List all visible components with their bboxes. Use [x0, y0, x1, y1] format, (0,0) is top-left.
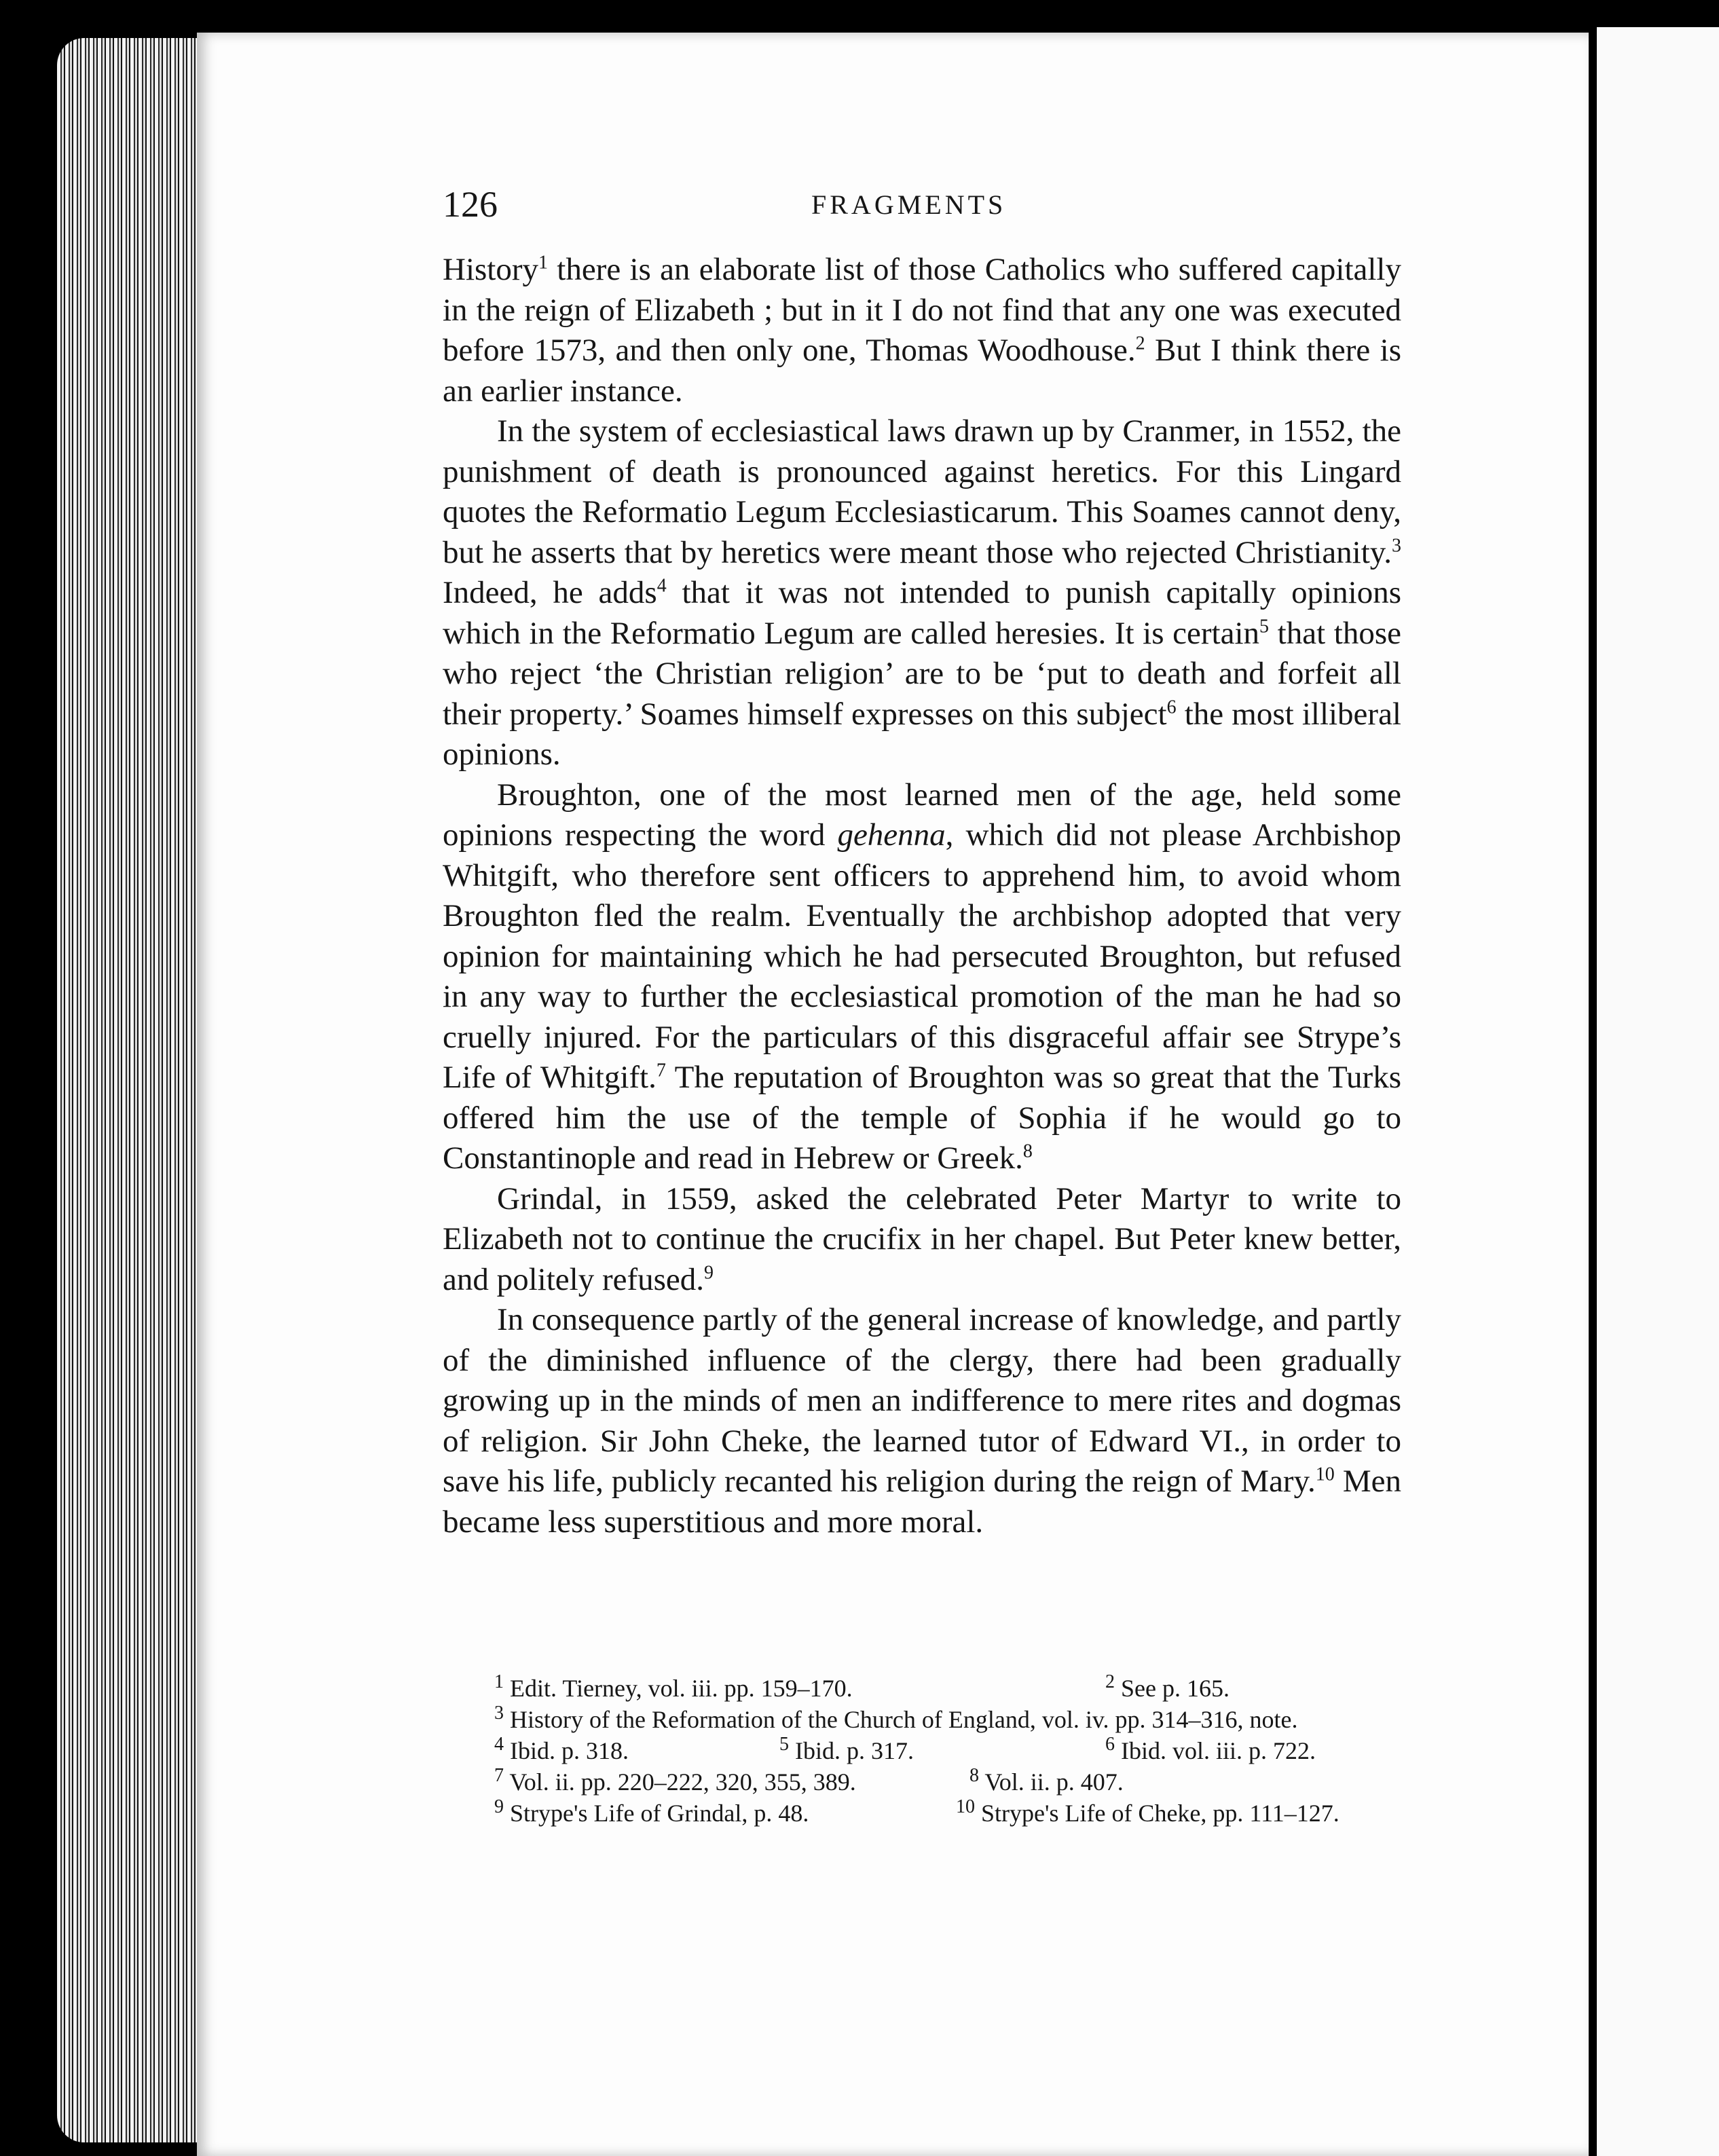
footnote-2: $^2$ See p. 165.: [1105, 1671, 1230, 1702]
footnote-row: [454, 1798, 1412, 1829]
footnote-4: $^4$ Ibid. p. 318.: [494, 1734, 629, 1764]
book-page-edges: [57, 38, 200, 2142]
footnotes: [454, 1673, 1412, 1829]
footnote-10: $^{10}$ Strype's Life of Cheke, pp. 111–127.: [956, 1796, 1339, 1827]
footnote-1: $^1$ Edit. Tierney, vol. iii. pp. 159–170.: [494, 1671, 853, 1702]
facing-page-edge: [1597, 27, 1719, 2156]
footnote-5: $^5$ Ibid. p. 317.: [779, 1734, 914, 1764]
body-text: [443, 250, 1401, 1542]
footnote-9: $^9$ Strype's Life of Grindal, p. 48.: [494, 1796, 809, 1827]
page-gutter: [1589, 0, 1597, 2156]
paragraph: Grindal, in 1559, asked the celebrated Peter Martyr to write to Elizabeth not to continue the crucifix in her chapel. But Peter knew better, and politely refused.$^9$: [443, 1181, 1401, 1297]
paragraph: History$^1$ there is an elaborate list of those Catholics who suffered capitally in the reign of Elizabeth ; but in it I do not find that any one was executed before 1573, and then only one, Thomas Woodhouse.$^2$ But I think there is an earlier instance.: [443, 252, 1401, 409]
footnote-3: $^3$ History of the Reformation of the Church of England, vol. iv. pp. 314–316, note.: [494, 1703, 1298, 1733]
page-number: 126: [443, 184, 498, 225]
paragraph: In the system of ecclesiastical laws drawn up by Cranmer, in 1552, the punishment of death is pronounced against heretics. For this Lingard quotes the Reformatio Legum Ecclesiasticarum. This Soames cannot deny, but he asserts that by heretics were meant those who rejected Christianity.$^3$ Indeed, he adds$^4$ that it was not intended to punish capitally opinions which in the Reformatio Legum are called heresies. It is certain$^5$ that those who reject ‘the Christian religion’ are to be ‘put to death and forfeit all their property.’ Soames himself expresses on this subject$^6$ the most illiberal opinions.: [443, 413, 1401, 772]
paragraph: In consequence partly of the general increase of knowledge, and partly of the diminished influence of the clergy, there had been gradually growing up in the minds of men an indifference to mere rites and dogmas of religion. Sir John Cheke, the learned tutor of Edward VI., in order to save his life, publicly recanted his religion during the reign of Mary.$^{10}$ Men became less superstitious and more moral.: [443, 1302, 1401, 1540]
footnote-row: [454, 1673, 1412, 1704]
footnote-row: [454, 1735, 1412, 1766]
running-head-title: FRAGMENTS: [811, 189, 1007, 220]
footnote-8: $^8$ Vol. ii. p. 407.: [969, 1765, 1124, 1796]
footnote-6: $^6$ Ibid. vol. iii. p. 722.: [1105, 1734, 1316, 1764]
paragraph: Broughton, one of the most learned men of the age, held some opinions respecting the word gehenna, which did not please Archbishop Whitgift, who therefore sent officers to apprehend him, to avoid whom Broughton fled the realm. Eventually the archbishop adopted that very opinion for maintaining which he had persecuted Broughton, but refused in any way to further the ecclesiastical promotion of the man he had so cruelly injured. For the particulars of this disgraceful affair see Strype’s Life of Whitgift.$^7$ The reputation of Broughton was so great that the Turks offered him the use of the temple of Sophia if he would go to Constantinople and read in Hebrew or Greek.$^8$: [443, 777, 1401, 1176]
footnote-7: $^7$ Vol. ii. pp. 220–222, 320, 355, 389.: [494, 1765, 856, 1796]
footnote-row: [454, 1766, 1412, 1798]
